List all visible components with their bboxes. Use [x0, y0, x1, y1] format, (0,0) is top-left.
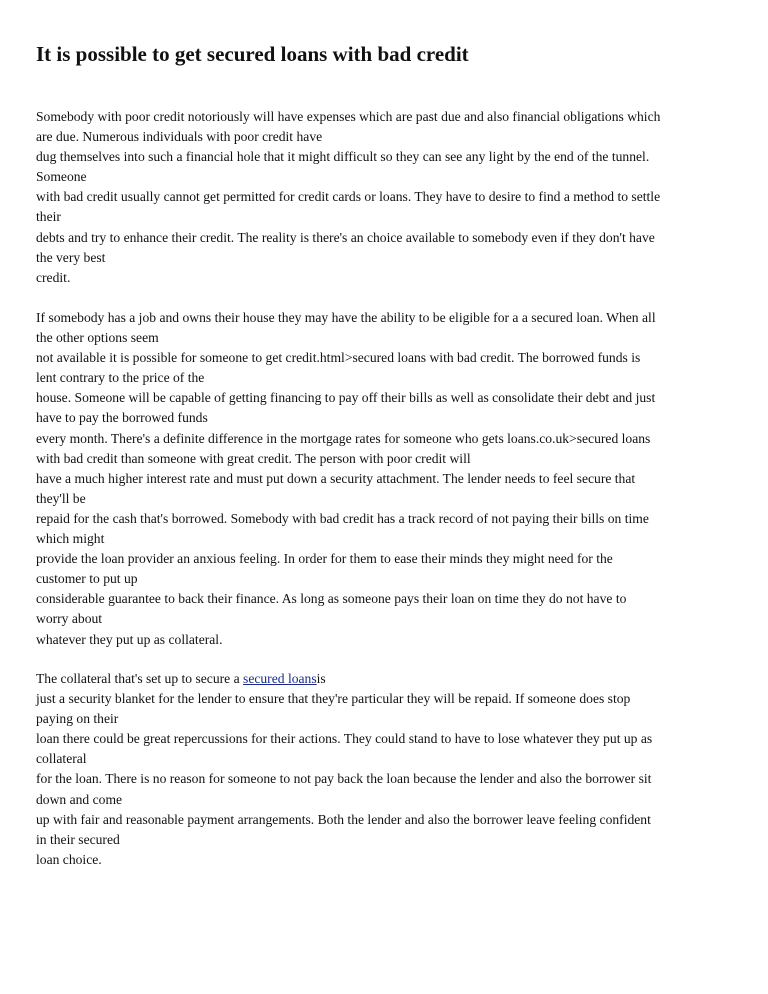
paragraph-line: house. Someone will be capable of getting financing to pay off their bills as well as consolidate their debt and just — [36, 390, 656, 406]
paragraph-line: dug themselves into such a financial hole that it might difficult so they can see any light by the end of the tunnel. — [36, 149, 650, 165]
paragraph-line: the very best — [36, 249, 106, 265]
secured-loans-link[interactable]: secured loans — [243, 671, 317, 686]
document-title: It is possible to get secured loans with bad credit — [36, 42, 469, 66]
paragraph-line: collateral — [36, 751, 87, 767]
paragraph-line: paying on their — [36, 711, 119, 727]
paragraph-line: Someone — [36, 169, 87, 185]
paragraph-line: provide the loan provider an anxious feeling. In order for them to ease their minds they might need for the — [36, 551, 613, 567]
paragraph-line: repaid for the cash that's borrowed. Somebody with bad credit has a track record of not paying their bills on time — [36, 510, 649, 526]
paragraph-line: have a much higher interest rate and must put down a security attachment. The lender needs to feel secure that — [36, 470, 636, 486]
paragraph-line: loan choice. — [36, 851, 102, 867]
link-suffix-text: is — [316, 671, 326, 686]
paragraph-line: their — [36, 209, 61, 225]
paragraph-line: with bad credit than someone with great credit. The person with poor credit will — [36, 450, 471, 466]
paragraph-line: If somebody has a job and owns their house they may have the ability to be eligible for a a secured loan. When all — [36, 310, 656, 325]
paragraph-line: just a security blanket for the lender to ensure that they're particular they will be repaid. If someone does stop — [36, 691, 631, 707]
paragraph-2 — [36, 308, 736, 650]
paragraph-line: every month. There's a definite difference in the mortgage rates for someone who gets loans.co.uk>secured loans — [36, 430, 651, 446]
paragraph-line: are due. Numerous individuals with poor credit have — [36, 129, 323, 145]
paragraph-line: worry about — [36, 611, 103, 627]
paragraph-line-with-link — [36, 669, 736, 689]
paragraph-line: whatever they put up as collateral. — [36, 631, 223, 647]
paragraph-line: up with fair and reasonable payment arrangements. Both the lender and also the borrower leave feeling confident — [36, 811, 651, 827]
paragraph-line: which might — [36, 531, 105, 547]
paragraph-line: they'll be — [36, 490, 86, 506]
paragraph-line: with bad credit usually cannot get permitted for credit cards or loans. They have to desire to find a method to settle — [36, 189, 661, 205]
paragraph-line: loan there could be great repercussions for their actions. They could stand to have to lose whatever they put up as — [36, 731, 653, 747]
link-prefix-text: The collateral that's set up to secure a — [36, 671, 244, 686]
paragraph-line: have to pay the borrowed funds — [36, 410, 208, 426]
paragraph-line: lent contrary to the price of the — [36, 370, 205, 386]
paragraph-line: debts and try to enhance their credit. The reality is there's an choice available to somebody even if they don't have — [36, 229, 655, 245]
paragraph-line: down and come — [36, 791, 123, 807]
paragraph-line: the other options seem — [36, 330, 159, 346]
paragraph-line: Somebody with poor credit notoriously will have expenses which are past due and also financial obligations which — [36, 109, 661, 124]
paragraph-1 — [36, 107, 736, 288]
paragraph-line: for the loan. There is no reason for someone to not pay back the loan because the lender and also the borrower sit — [36, 771, 652, 787]
paragraph-line: customer to put up — [36, 571, 138, 587]
paragraph-line: considerable guarantee to back their finance. As long as someone pays their loan on time they do not have to — [36, 591, 627, 607]
paragraph-3 — [36, 669, 736, 870]
paragraph-line: credit. — [36, 269, 71, 285]
paragraph-line: not available it is possible for someone to get credit.html>secured loans with bad credit. The borrowed funds is — [36, 350, 641, 366]
paragraph-line: in their secured — [36, 831, 120, 847]
